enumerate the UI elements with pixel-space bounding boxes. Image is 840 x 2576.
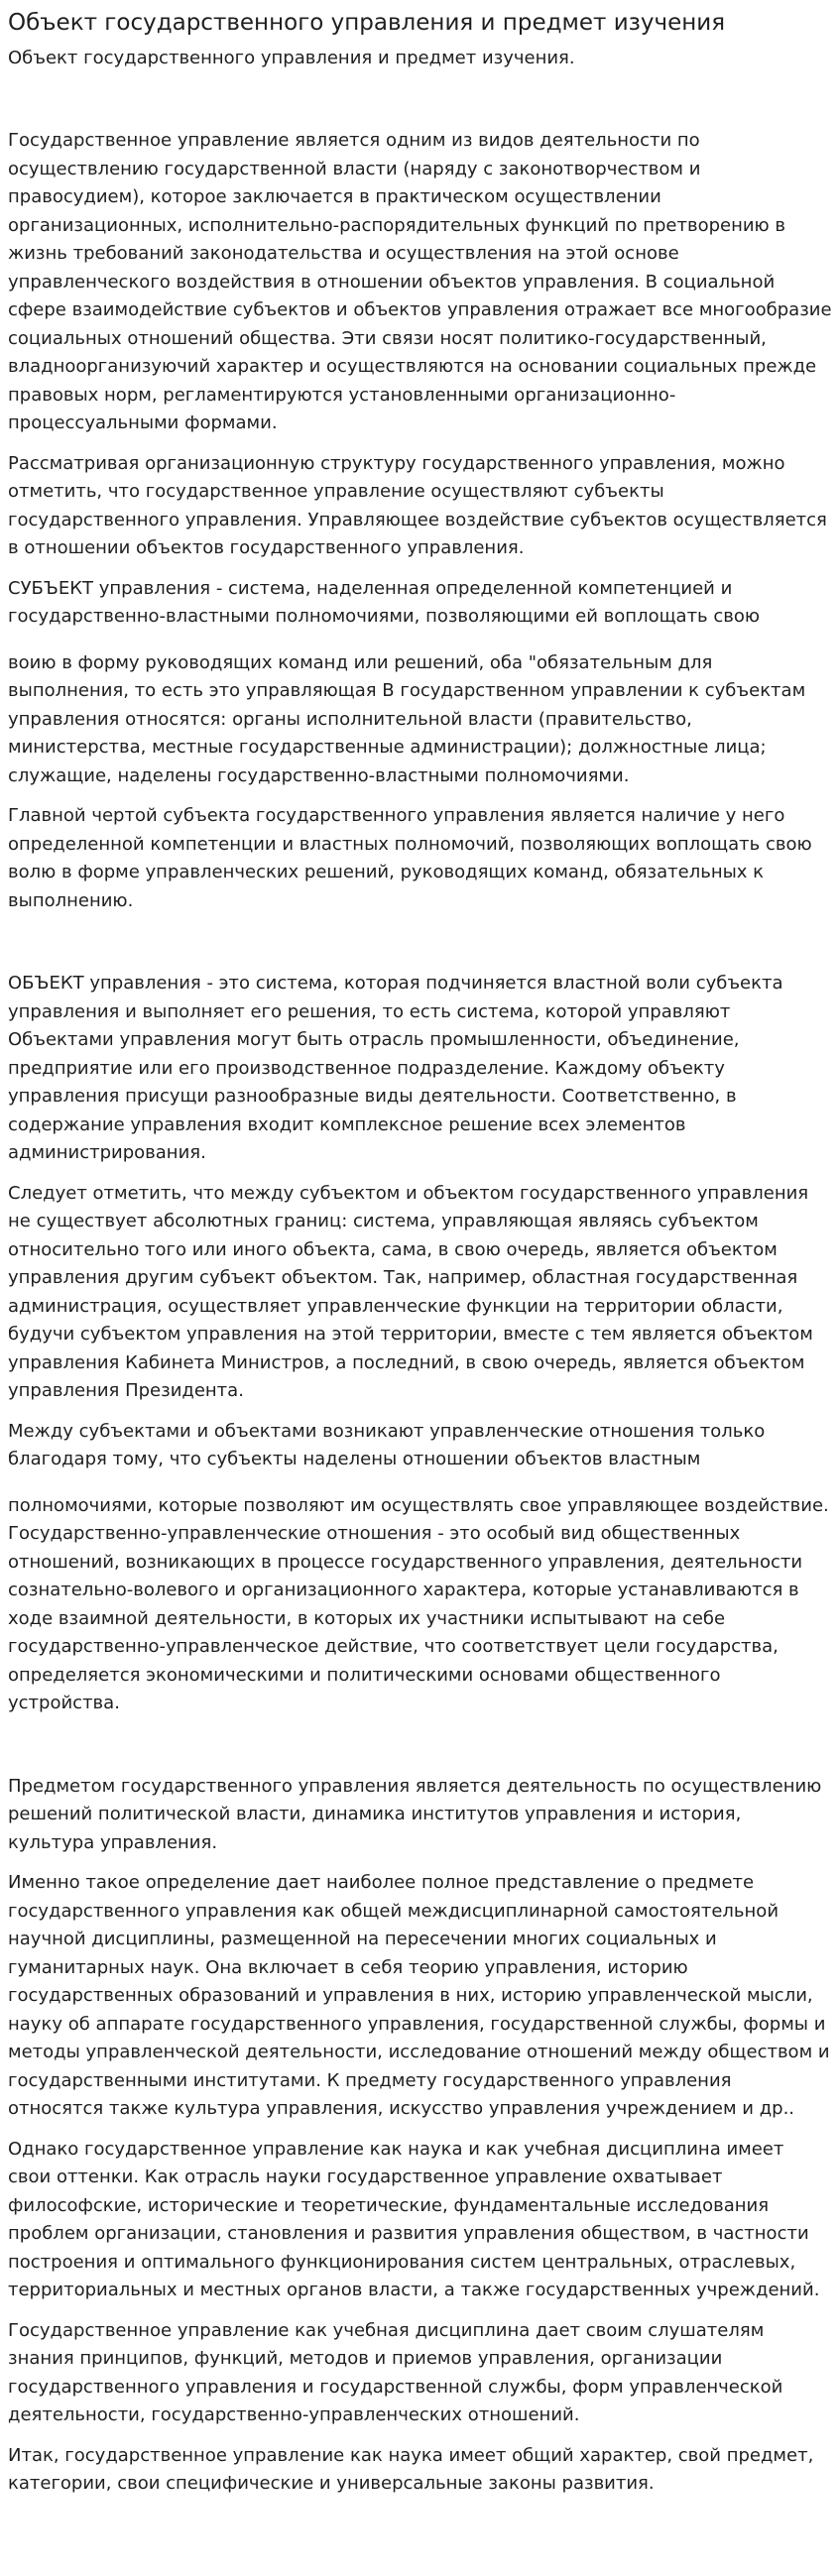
paragraph-organizational-structure: Рассматривая организационную структуру государственного управления, можно отметить, что государственное управление осуществляют субъекты государственного управления. Управляющее воздействие субъектов осуществляется в отношении объектов государственного управления. xyxy=(8,452,827,558)
paragraph-subject-feature: Главной чертой субъекта государственного управления является наличие у него определенной компетенции и властных полномочий, позволяющих воплощать свою волю в форме управленческих решений, руководящих команд, обязательных к выполнению. xyxy=(8,805,812,911)
paragraph-subject-of-study: Предметом государственного управления является деятельность по осуществлению решений политической власти, динамика институтов управления и история, культура управления. xyxy=(8,1775,822,1853)
paragraph-object-definition: ОБЪЕКТ управления - это система, которая подчиняется властной воли субъекта управления и выполняет его решения, то есть система, которой управляют Объектами управления могут быть отрасль промышленности, объединение, предприятие или его производственное подразделение. Каждому объекту управления присущи разнообразные виды деятельности. Соответственно, в содержание управления входит комплексное решение всех элементов администрирования. xyxy=(8,973,783,1163)
paragraph-spacer xyxy=(8,1406,832,1418)
paragraph-spacer xyxy=(8,1857,832,1869)
document-subtitle: Объект государственного управления и предмет изучения. xyxy=(8,48,575,68)
paragraph-spacer xyxy=(8,2305,832,2317)
paragraph-academic-discipline: Государственное управление как учебная дисциплина дает своим слушателям знания принципов, функций, методов и приемов управления, организации государственного управления и государственной службы, форм управленческой деятельности, государственно-управленческих отношений. xyxy=(8,2319,783,2425)
paragraph-definition-scope: Именно такое определение дает наиболее полное представление о предмете государственного управления как общей междисциплинарной самостоятельной научной дисциплины, размещенной на пересечении многих социальных и гуманитарных наук. Она включает в себя теорию управления, историю государственных образований и управления в них, историю управленческой мысли, науку об аппарате государственного управления, государственной службы, формы и методы управленческой деятельности, исследование отношений между обществом и государственными институтами. К предмету государственного управления относятся также культура управления, искусство управления учреждением и др.. xyxy=(8,1872,830,2119)
paragraph-conclusion: Итак, государственное управление как наука имеет общий характер, свой предмет, категории, свои специфические и универсальные законы развития. xyxy=(8,2444,814,2494)
paragraph-spacer xyxy=(8,790,832,802)
paragraph-spacer xyxy=(8,632,832,649)
section-spacer xyxy=(8,1718,832,1773)
paragraph-science-discipline: Однако государственное управление как наука и как учебная дисциплина имеет свои оттенки. Как отрасль науки государственное управление охватывает философские, исторические и теоретические, фундаментальные исследования проблем организации, становления и развития управления обществом, в частности построения и оптимального функционирования систем центральных, отраслевых, территориальных и местных органов власти, а также государственных учреждений. xyxy=(8,2138,820,2300)
paragraph-management-relations-continued: полномочиями, которые позволяют им осуществлять свое управляющее воздействие. Государственно-управленческие отношения - это особый вид общественных отношений, возникающих в процессе государственного управления, деятельности сознательно-волевого и организационного характера, которые устанавливаются в ходе взаимной деятельности, в которых их участники испытывают на себе государственно-управленческое действие, что соответствует цели государства, определяется экономическими и политическими основами общественного устройства. xyxy=(8,1494,829,1713)
paragraph-public-administration: Государственное управление является одним из видов деятельности по осуществлению государственной власти (наряду с законотворчеством и правосудием), которое заключается в практическом осуществлении организационных, исполнительно-распорядительных функций по претворению в жизнь требований законодательства и осуществления на этой основе управленческого воздействия в отношении объектов управления. В социальной сфере взаимодействие субъектов и объектов управления отражает все многообразие социальных отношений общества. Эти связи носят политико-государственный, владноорганизуючий характер и осуществляются на основании социальных прежде правовых норм, регламентируются установленными организационно-процессуальными формами. xyxy=(8,130,832,433)
section-spacer xyxy=(8,915,832,970)
paragraph-spacer xyxy=(8,1474,832,1492)
section-spacer xyxy=(8,72,832,127)
paragraph-spacer xyxy=(8,1168,832,1180)
page-title: Объект государственного управления и предмет изучения xyxy=(8,10,726,36)
paragraph-subject-object-boundaries: Следует отметить, что между субъектом и объектом государственного управления не существует абсолютных границ: система, управляющая являясь субъектом относительно того или иного объекта, сама, в свою очередь, является объектом управления другим субъект объектом. Так, например, областная государственная администрация, осуществляет управленческие функции на территории области, будучи субъектом управления на этой территории, вместе с тем является объектом управления Кабинета Министров, а последний, в свою очередь, является объектом управления Президента. xyxy=(8,1182,813,1401)
paragraph-spacer xyxy=(8,2124,832,2136)
paragraph-subject-definition: СУБЪЕКТ управления - система, наделенная определенной компетенцией и государственно-властными полномочиями, позволяющими ей воплощать свою xyxy=(8,577,761,627)
paragraph-spacer xyxy=(8,438,832,450)
paragraph-spacer xyxy=(8,2430,832,2442)
paragraph-management-relations: Между субъектами и объектами возникают управленческие отношения только благодаря тому, что субъекты наделены отношении объектов властным xyxy=(8,1420,766,1469)
paragraph-spacer xyxy=(8,563,832,575)
paragraph-subject-continued: воию в форму руководящих команд или решений, оба "обязательным для выполнения, то есть это управляющая В государственном управлении к субъектам управления относятся: органы исполнительной власти (правительство, министерства, местные государственные администрации); должностные лица; служащие, наделены государственно-властными полномочиями. xyxy=(8,651,806,786)
